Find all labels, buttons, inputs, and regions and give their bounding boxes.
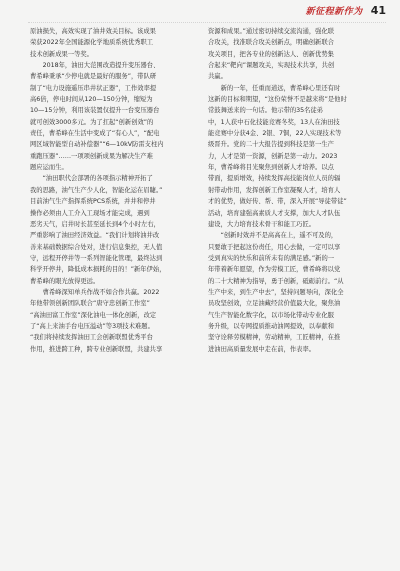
page-header xyxy=(306,2,386,18)
article-right-column xyxy=(208,26,373,355)
paragraph: 曹希峰深知单兵作战不如合作共赢。2022 年他带领创新团队联合“唐守忠创新工作室” “高油田富工作室”深化油电一体化创新，改定 了“高上来油手台电压溢动”等3项技术难题。 “我们将持续发挥油田工会创新联盟优秀平台 作用，推进跨工种，跨专业创新联盟，共建共享 xyxy=(30,288,163,353)
paragraph: 2018年，油田大范围改造提升变压器台、 曹希峰秉承“少停电就是最好的服务”，带队研 制了“电力设施遥压串井状正器”，工作效率提 高6倍，停电时间从120—150分钟，缩短为 10—15分钟，利用该装置仅提升一台变压器台 就可创效3000多元。为了扛起“创新创效”的 责任，曹希峰在生活中变成了“有心人”，“配电 网区域智能型自动补偿器”“6—10kV防雷支柱内 重跑压器”……一项项创新成果为解决生产难 题应运而生。 xyxy=(30,62,164,172)
article-left-column xyxy=(30,26,195,355)
section-title: 新征程新作为 xyxy=(305,6,363,17)
paragraph: 原油损失，高效实现了油井效关目标。该成果 荣获2022年全国能源化学地质系统优秀职工 技术创新成果一等奖。 xyxy=(30,28,156,58)
paragraph: 资源和成果。”通过密切持续交流沟通，强化联 合攻关，找准联合攻关创新点，明确创新联合 攻关项目，把各专业的创新达人、创新优势集 合起来“靶向”课题攻关，实现技术共享，共创 共赢。 xyxy=(208,28,335,81)
header-divider xyxy=(28,22,386,23)
paragraph: “创新时效并不是高高在上，遥不可及的， 只要敢于把起这份责任，用心去做，一定可以享 受到真实的快乐和前所未有的满足感。”新的一 年带着新年愿望，作为劳模工匠，曹希峰将以党 的二十大精神为指导，勇于创新，砥砺前行。“从 生产中来，到生产中去”，坚持问题导向，深化全 员攻坚创效，立足油藏经营价值最大化，聚焦油 气生产智能化数字化，以市场化带动专业化服 务升级，以专网提质推动油网提效，以奉献和 坚守诠释劳模精神，劳动精神，工匠精神，在推 进油田高质量发展中走在前，作表率。 xyxy=(208,232,344,353)
paragraph: “油田职代会部署的各项指示精神开拓了 我的思路，油气生产少人化，智能化运在眉睫。” 目前油气生产指挥系统PCS系统，并井和停井 操作必须由人工介入工现场才能完成，遇到 恶劣天气，启井时长甚至延长到4个小时左右， 严重影响了油田经济效益。“我们计划将油井改 善来基础数据综合处对，进行信息集控，无人值 守，远程开停井等一系列智能化管理，最终达到 科学开停井，降低成本损耗的目的！”新年伊始， 曹希峰的眼光放得更远。 xyxy=(30,175,166,285)
paragraph: 新的一年，任重而道远，曹希峰心里还有时 这新的目标和期望，“这份荣誉不是越来将”是他时 常鼓舞送来的一句话。他示带的35名徒弟 中，1人获中石化技能竞赛冬奖，13人在油田技 能竞赛中分获4金、2银、7铜，22人实现技术等 级晋升。党的二十大报告提到科技是第一生产 力，人才是第一资源，创新是第一动力。2023 年，曹希峰将目光聚焦到创新人才培养。以点 带面，提质增效，持续发挥高技能岗位人员的辐 射带动作用，发挥创新工作室凝聚人才，培育人 才的优势，做好传、帮、带，深入开展“导徒带徒” 活动，培育建强高素质人才支撑，加大人才队伍 建设，大力培育技术骨干和能工巧匠。 xyxy=(208,84,347,228)
page-number: 41 xyxy=(370,3,386,17)
